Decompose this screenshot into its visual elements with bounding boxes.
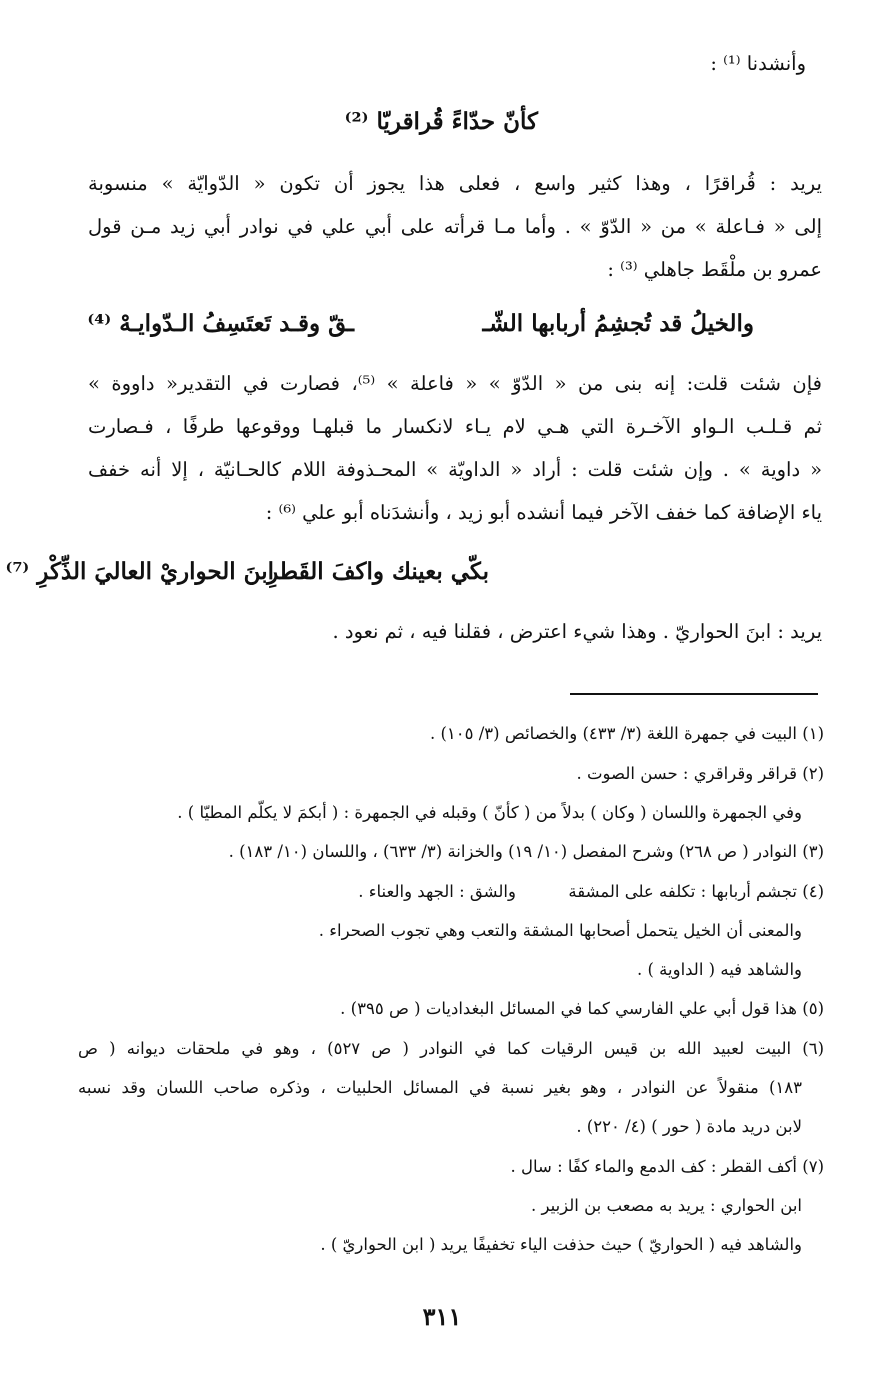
verse-2-first-hemistich: والخيلُ قد تُجشِمُ أربابها الشّـ (482, 310, 754, 337)
footnote-6-line-2: ١٨٣) منقولاً عن النوادر ، وهو بغير نسبة في المسائل الحلبيات ، وذكره صاحب اللسان وقد نسبه (78, 1078, 802, 1097)
verse-1: كأنّ حدّاءً قُراقريّا ⁽²⁾ (344, 108, 538, 135)
footnote-1: (١) البيت في جمهرة اللغة (٣/ ٤٣٣) والخصائص (٣/ ١٠٥) . (429, 724, 824, 743)
footnote-4-evidence: والشاهد فيه ( الداوية ) . (636, 960, 802, 979)
footnote-4-meaning: والمعنى أن الخيل يتحمل أصحابها المشقة والتعب وهي تجوب الصحراء . (318, 921, 802, 940)
footnote-7-line-3: والشاهد فيه ( الحواريّ ) حيث حذفت الياء تخفيفًا يريد ( ابن الحواريّ ) . (320, 1235, 802, 1254)
page-number: ٣١١ (422, 1302, 462, 1331)
paragraph-2-line-2: ثم قـلـب الـواو الآخـرة التي هـي لام يـاء لانكسار ما قبلهـا ووقوعها طرفًا ، فـصارت (88, 415, 822, 438)
paragraph-1-line-3: عمرو بن ملْقَط جاهلي ⁽³⁾ : (607, 258, 822, 281)
verse-2-second-hemistich: ـقّ وقـد تَعتَسِفُ الـدّوايـهْ ⁽⁴⁾ (87, 310, 354, 337)
footnote-7: (٧) أكف القطر : كف الدمع والماء كفًا : سال . (510, 1157, 824, 1176)
footnote-6-line-1: (٦) البيت لعبيد الله بن قيس الرقيات كما في النوادر ( ص ٥٢٧) ، وهو في ملحقات ديوانه ( ص (78, 1039, 824, 1058)
footnote-4: (٤) تجشم أربابها : تكلفه على المشقة والشق : الجهد والعناء . (358, 882, 824, 901)
verse-3-second-hemistich: ابنَ الحواريْ العاليَ الذِّكْرِ ⁽⁷⁾ (5, 558, 274, 585)
paragraph-1-line-2: إلى « فـاعلة » من « الدّوّ » . وأما مـا قرأته على أبي علي في نوادر أبي زيد مـن قول (88, 215, 822, 238)
paragraph-2-line-1: فإن شئت قلت: إنه بنى من « الدّوّ » « فاعلة » ⁽⁵⁾، فصارت في التقدير« داووة » (88, 372, 822, 395)
paragraph-2-line-3: « داوية » . وإن شئت قلت : أراد « الداويّة » المحـذوفة اللام كالحـانيّة ، إلا أنه خفف (88, 458, 822, 481)
footnote-5: (٥) هذا قول أبي علي الفارسي كما في المسائل البغداديات ( ص ٣٩٥) . (340, 999, 824, 1018)
verse-3-first-hemistich: بكّي بعينك واكفَ القَطرِ (267, 558, 489, 585)
paragraph-1-line-1: يريد : قُراقرًا ، وهذا كثير واسع ، فعلى هذا يجوز أن تكون « الدّوايّة » منسوبة (88, 172, 822, 195)
footnote-2-continued: وفي الجمهرة واللسان ( وكان ) بدلاً من ( كأنّ ) وقبله في الجمهرة : ( أبكمَ لا يكلّم المطيّا ) . (177, 803, 802, 822)
footnote-3: (٣) النوادر ( ص ٢٦٨) وشرح المفصل (١٠/ ١٩) والخزانة (٣/ ٦٣٣) ، واللسان (١٠/ ١٨٣) . (228, 842, 824, 861)
footnote-6-line-3: لابن دريد مادة ( حور ) (٤/ ٢٢٠) . (576, 1117, 802, 1136)
footnote-separator (570, 693, 818, 695)
paragraph-3: يريد : ابنَ الحواريّ . وهذا شيء اعترض ، فقلنا فيه ، ثم نعود . (332, 620, 822, 643)
paragraph-2-line-4: ياء الإضافة كما خفف الآخر فيما أنشده أبو زيد ، وأنشدَناه أبو علي ⁽⁶⁾ : (265, 501, 822, 524)
intro-line: وأنشدنا ⁽¹⁾ : (710, 52, 806, 75)
footnote-2: (٢) قراقر وقراقري : حسن الصوت . (576, 764, 824, 783)
footnote-7-line-2: ابن الحواري : يريد به مصعب بن الزبير . (531, 1196, 802, 1215)
